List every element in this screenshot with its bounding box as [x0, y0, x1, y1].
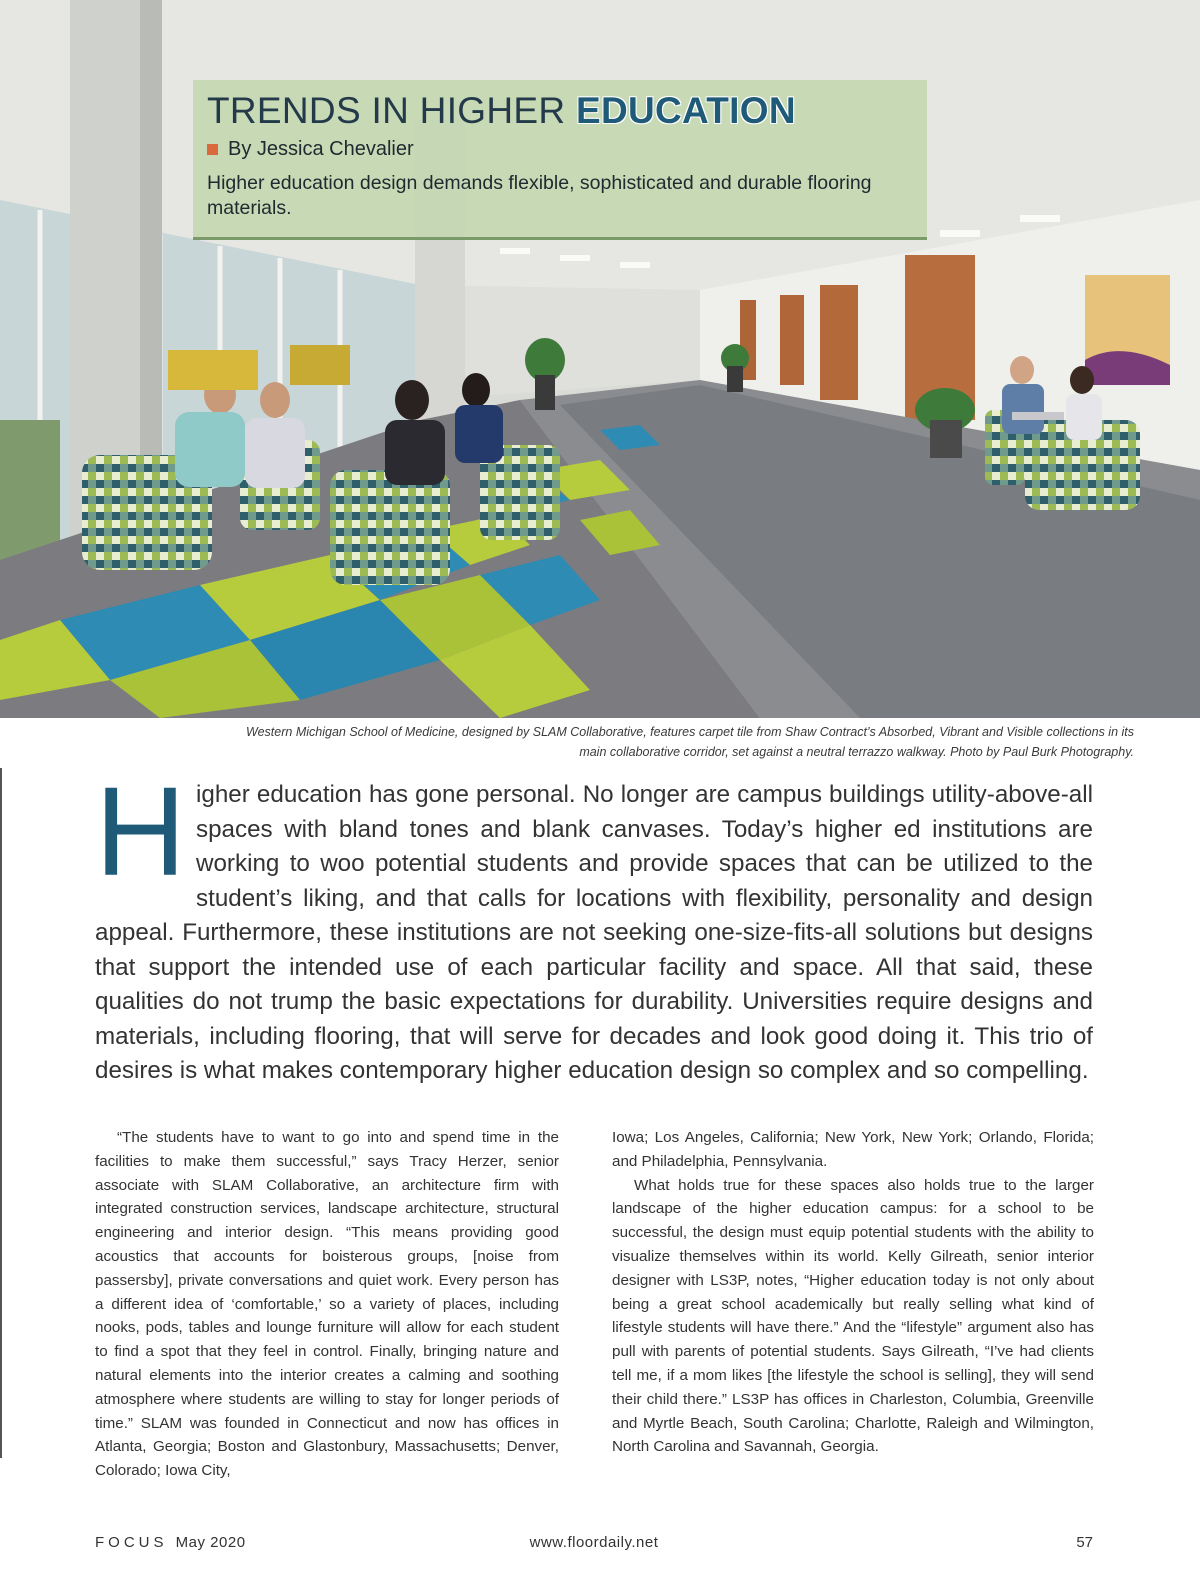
body-paragraph: What holds true for these spaces also holds true to the larger landscape of the higher education campus: for a school to be successful, the design must equip potential students with the ability to visualize themselves within its world. Kelly Gilreath, senior interior designer with LS3P, notes, “Higher education today is not only about being a great school academically but really selling what kind of lifestyle students will have there.” And the “lifestyle” argument also has pull with parents of potential students. Says Gilreath, “I’ve had clients tell me, if a mom likes [the lifestyle the school is selling], they will send their child there.” LS3P has offices in Charleston, Columbia, Greenville and Myrtle Beach, South Carolina; Charlotte, Raleigh and Wilmington, North Carolina and Savannah, Georgia.: [612, 1176, 1094, 1456]
lead-text: igher education has gone personal. No longer are campus buildings utility-above-all spaces with bland tones and blank canvases. Today’s higher ed institutions are working to woo potential students and provide spaces that can be utilized to the student’s liking, and that calls for locations with flexibility, personality and design appeal. Furthermore, these institutions are not seeking one-size-fits-all solutions but designs that support the intended use of each particular facility and space. All that said, these qualities do not trump the basic expectations for durability. Universities require designs and materials, including flooring, that will serve for decades and look good doing it. This trio of desires is what makes contemporary higher education design so complex and so compelling.: [95, 781, 1093, 1084]
lead-paragraph: [95, 761, 1093, 1089]
article-deck: Higher education design demands flexible, sophisticated and durable flooring materials.: [207, 172, 872, 219]
publication-name: FOCUS: [95, 1534, 168, 1551]
body-paragraph: “The students have to want to go into and spend time in the facilities to make them successful,” says Tracy Herzer, senior associate with SLAM Collaborative, an architecture firm with integrated construction services, landscape architecture, structural engineering and interior design. “This means providing good acoustics that accounts for boisterous groups, [noise from passersby], private conversations and quiet work. Every person has a different idea of ‘comfortable,’ so a variety of places, including nooks, pods, tables and lounge furniture will allow for each student to find a spot that they feel in control. Finally, bringing nature and natural elements into the interior creates a calming and soothing atmosphere where students are willing to stay for longer periods of time.” SLAM was founded in Connecticut and now has offices in Atlanta, Georgia; Boston and Glastonbury, Massachusetts; Denver, Colorado; Iowa City,: [95, 1129, 559, 1480]
title-panel: [193, 80, 927, 240]
page-number: 57: [1076, 1534, 1093, 1551]
photo-caption: Western Michigan School of Medicine, designed by SLAM Collaborative, features carpet tile from Shaw Contract’s Absorbed, Vibrant and Visible collections in its main collaborative corridor, set against a neutral terrazzo walkway. Photo by Paul Burk Photography.: [246, 725, 1134, 759]
footer-issue: May 2020: [175, 1534, 246, 1551]
byline: [207, 138, 913, 161]
drop-cap: H: [95, 761, 186, 902]
body-column-right: [612, 1126, 1094, 1459]
title-bold: EDUCATION: [575, 90, 796, 131]
byline-bullet-icon: [207, 144, 218, 155]
page-edge-rule: [0, 768, 2, 1458]
body-paragraph: Iowa; Los Angeles, California; New York, New York; Orlando, Florida; and Philadelphia, Pennsylvania.: [612, 1129, 1094, 1170]
hero-photo: [0, 0, 1200, 718]
article-title: [207, 90, 913, 132]
footer-website: www.floordaily.net: [529, 1534, 659, 1551]
page-footer: [95, 1534, 1093, 1556]
title-plain: TRENDS IN HIGHER: [207, 90, 576, 131]
body-column-left: [95, 1126, 559, 1483]
byline-text: By Jessica Chevalier: [228, 138, 414, 160]
